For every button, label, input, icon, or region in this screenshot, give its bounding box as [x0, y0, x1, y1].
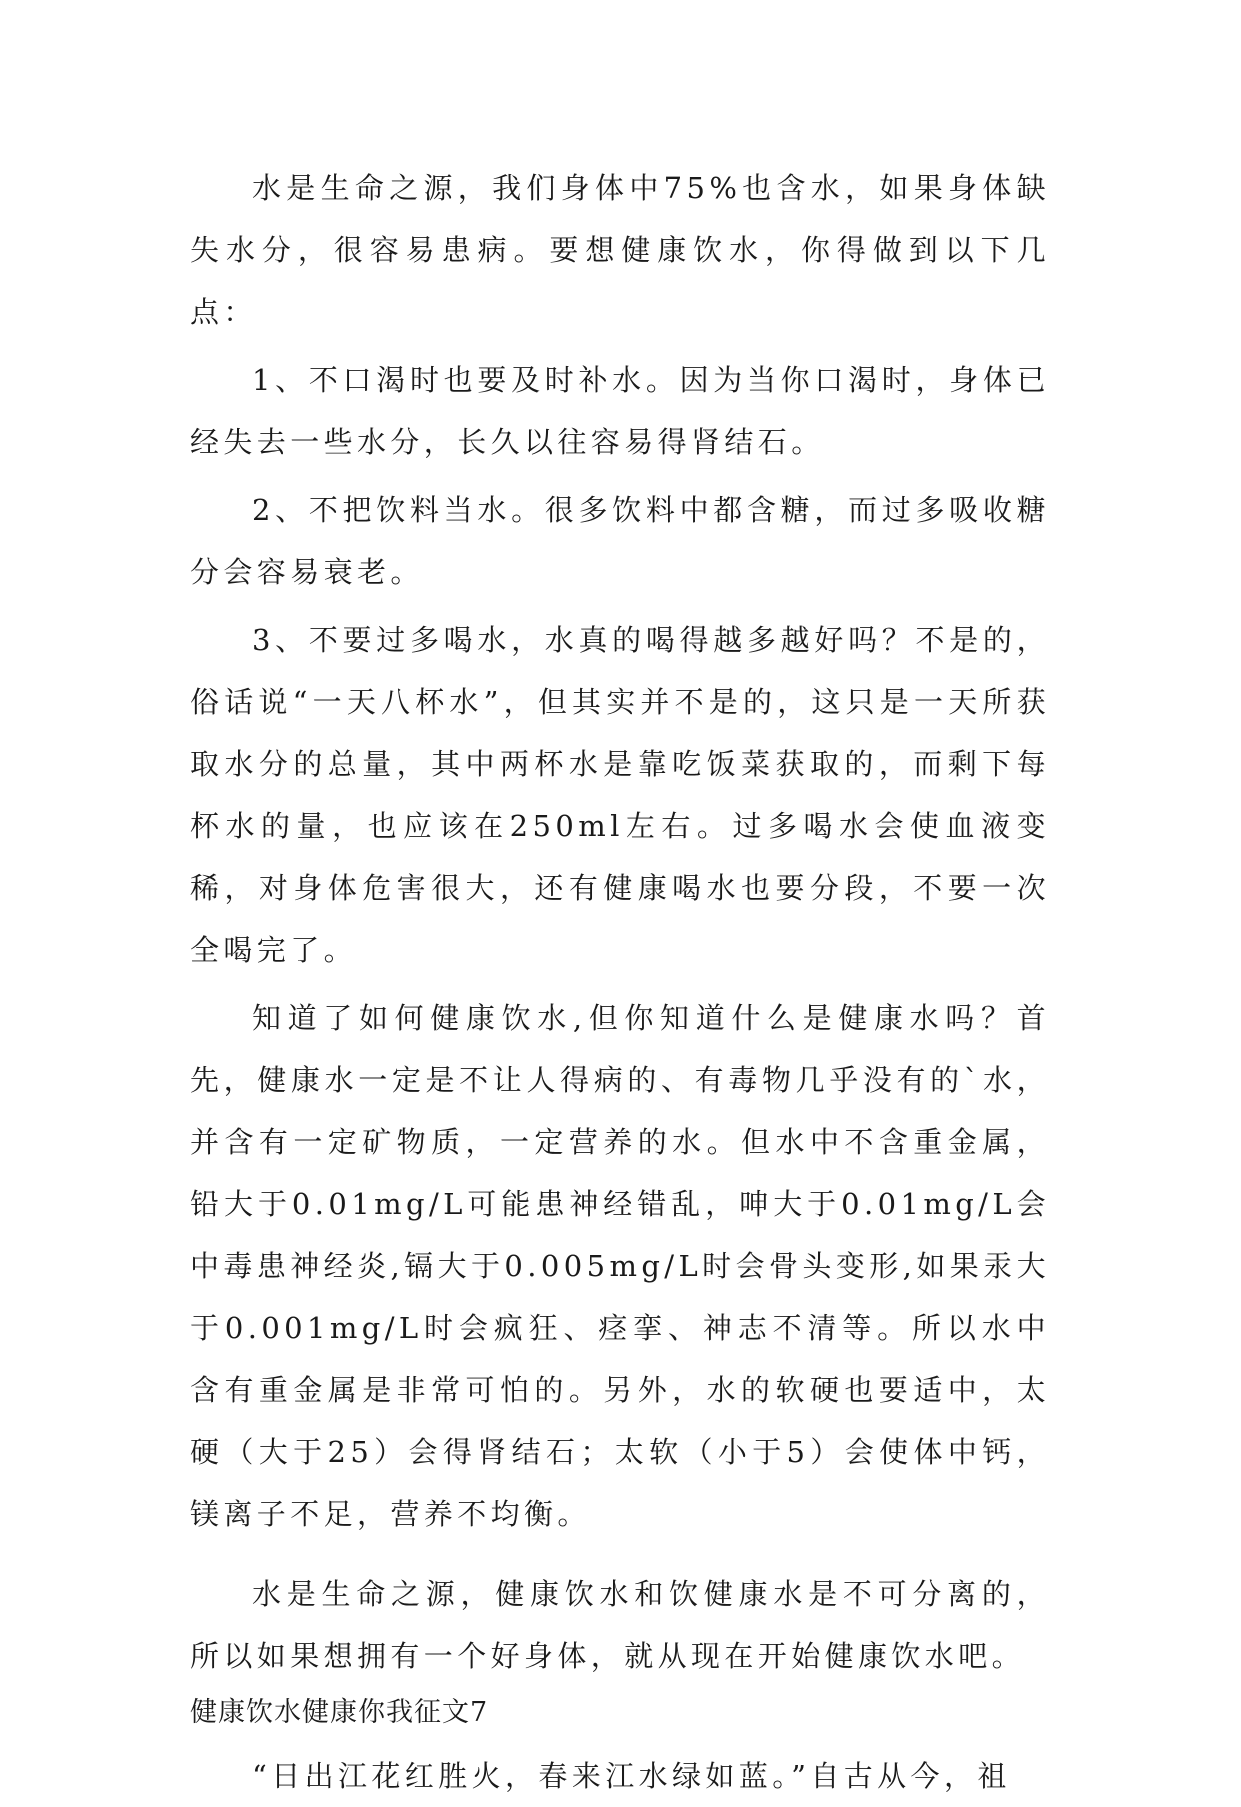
paragraph-next-section: “日出江花红胜火，春来江水绿如蓝。”自古从今，祖: [252, 1759, 1011, 1793]
paragraph-point-2: 2、不把饮料当水。很多饮料中都含糖，而过多吸收糖分会容易衰老。: [190, 493, 1050, 589]
paragraph-point-1: 1、不口渴时也要及时补水。因为当你口渴时，身体已经失去一些水分，长久以往容易得肾结石。: [190, 363, 1050, 459]
paragraph-healthy-water: 知道了如何健康饮水,但你知道什么是健康水吗？首先，健康水一定是不让人得病的、有毒物几乎没有的`水，并含有一定矿物质，一定营养的水。但水中不含重金属，铅大于0.01mg/L可能患神经错乱，呻大于0.01mg/L会中毒患神经炎,镉大于0.005mg/L时会骨头变形,如果汞大于0.001mg/L时会疯狂、痉挛、神志不清等。所以水中含有重金属是非常可怕的。另外，水的软硬也要适中，太硬（大于25）会得肾结石；太软（小于5）会使体中钙，镁离子不足，营养不均衡。: [190, 1001, 1050, 1531]
paragraph-conclusion: 水是生命之源，健康饮水和饮健康水是不可分离的，所以如果想拥有一个好身体，就从现在开始健康饮水吧。: [190, 1577, 1050, 1673]
paragraph-point-3: 3、不要过多喝水，水真的喝得越多越好吗？不是的，俗话说“一天八杯水”，但其实并不是的，这只是一天所获取水分的总量，其中两杯水是靠吃饭菜获取的，而剩下每杯水的量，也应该在250ml左右。过多喝水会使血液变稀，对身体危害很大，还有健康喝水也要分段，不要一次全喝完了。: [190, 623, 1050, 967]
document-body: [190, 157, 1050, 1807]
paragraph-intro: 水是生命之源，我们身体中75%也含水，如果身体缺失水分，很容易患病。要想健康饮水，你得做到以下几点：: [190, 171, 1050, 329]
section-heading: 健康饮水健康你我征文7: [190, 1697, 489, 1728]
